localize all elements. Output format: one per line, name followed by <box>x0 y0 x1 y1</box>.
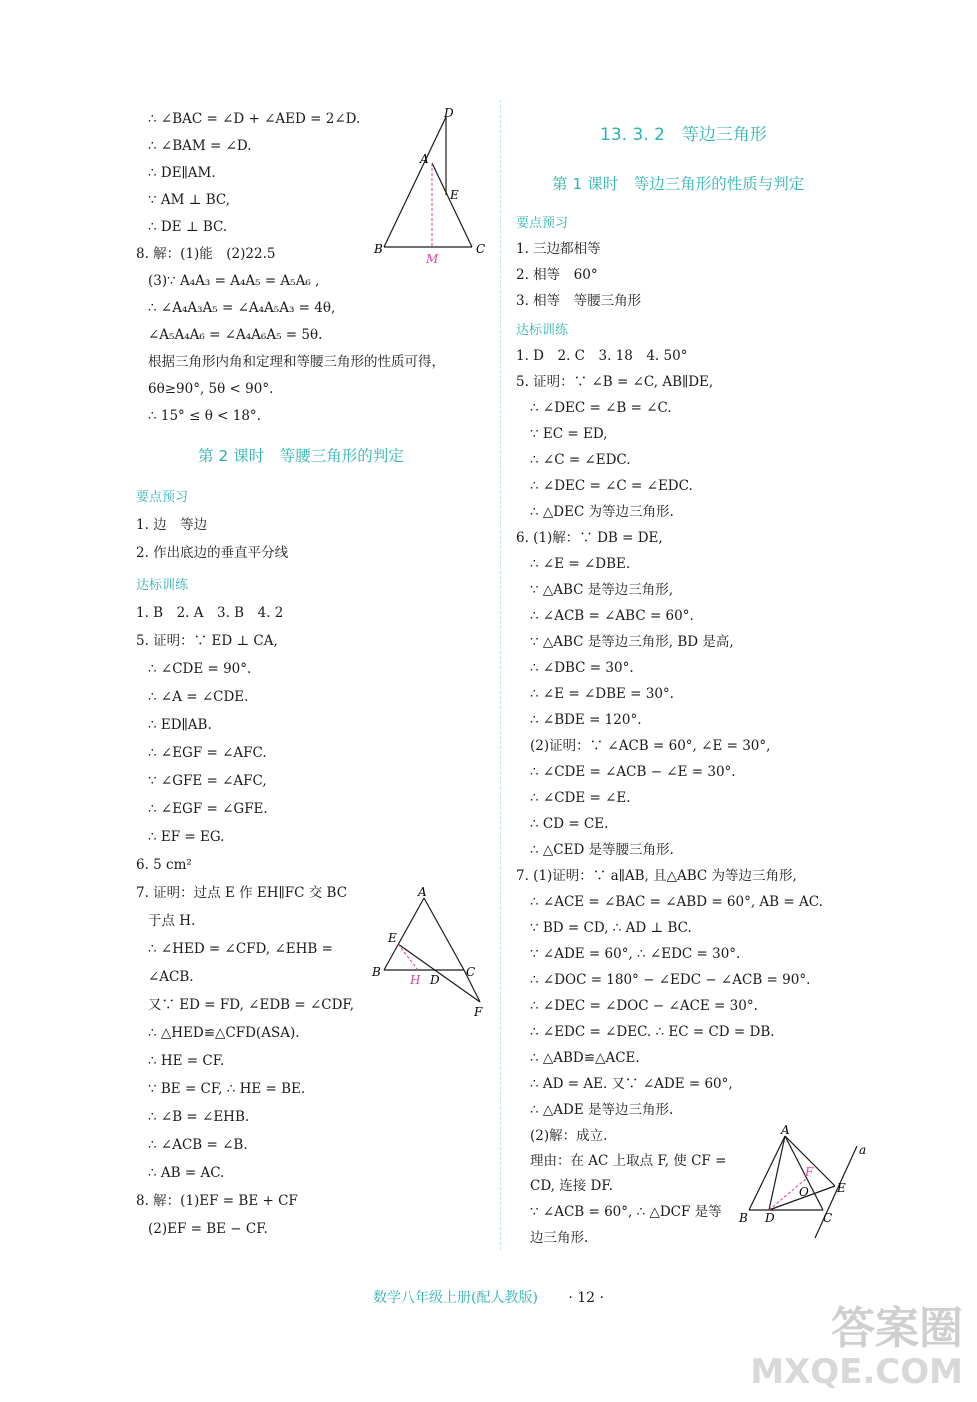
text-line: ∴ 15° ≤ θ < 18°. <box>148 408 261 424</box>
left-sub-training: 达标训练 <box>136 578 189 593</box>
text-line: ∴ CD = CE. <box>530 816 609 832</box>
label-a: A <box>781 1123 790 1137</box>
text-line: (2)证明：∵ ∠ACB = 60°, ∠E = 30°, <box>530 738 771 754</box>
text-line: ∴ ∠BDE = 120°. <box>530 712 642 728</box>
text-line: ∵ ∠GFE = ∠AFC, <box>148 773 267 789</box>
label-e: E <box>388 931 397 945</box>
figure-equilateral-abc-line-a <box>735 1122 875 1247</box>
left-sub-preview: 要点预习 <box>136 490 189 505</box>
text-line: ∴ AB = AC. <box>148 1165 225 1181</box>
text-line: ∴ ∠A₄A₃A₅ = ∠A₄A₅A₃ = 4θ, <box>148 300 336 316</box>
text-line: ∵ △ABC 是等边三角形, BD 是高, <box>530 634 734 650</box>
label-c: C <box>466 965 476 979</box>
section-title: 13. 3. 2 等边三角形 <box>600 125 767 145</box>
text-line: ∵ BE = CF, ∴ HE = BE. <box>148 1081 306 1097</box>
label-d: D <box>430 973 440 987</box>
label-d: D <box>765 1211 775 1225</box>
text-line: 6θ≥90°, 5θ < 90°. <box>148 381 274 397</box>
text-line: ∵ △ABC 是等边三角形, <box>530 582 674 598</box>
text-line: ∴ △ADE 是等边三角形. <box>530 1102 674 1118</box>
text-line: ∴ ∠A = ∠CDE. <box>148 689 249 705</box>
footer-book-title: 数学八年级上册(配人教版) <box>372 1290 538 1306</box>
text-line: ∴ AD = AE. 又∵ ∠ADE = 60°, <box>530 1076 733 1092</box>
text-line: ∴ ∠BAM = ∠D. <box>148 138 252 154</box>
label-c: C <box>823 1211 833 1225</box>
text-line: 8. 解：(1)能 (2)22.5 <box>136 246 276 262</box>
text-line: 7. 证明：过点 E 作 EH∥FC 交 BC <box>136 885 348 901</box>
text-line: ∴ HE = CF. <box>148 1053 225 1069</box>
text-line: ∴ ∠ACB = ∠B. <box>148 1137 248 1153</box>
text-line: ∴ ∠B = ∠EHB. <box>148 1109 250 1125</box>
text-line: 2. 作出底边的垂直平分线 <box>136 545 289 561</box>
text-line: 于点 H. <box>148 913 196 929</box>
right-sub-training: 达标训练 <box>516 323 569 338</box>
text-line: 根据三角形内角和定理和等腰三角形的性质可得， <box>148 354 445 370</box>
text-line: 1. 三边都相等 <box>516 241 601 257</box>
lesson2-title: 第 2 课时 等腰三角形的判定 <box>198 447 404 465</box>
text-line: ∴ ∠C = ∠EDC. <box>530 452 631 468</box>
label-f: F <box>805 1165 814 1179</box>
text-line: ∴ ∠EGF = ∠GFE. <box>148 801 268 817</box>
text-line: 3. 相等 等腰三角形 <box>516 293 642 309</box>
text-line: 2. 相等 60° <box>516 267 598 283</box>
text-line: (2)EF = BE − CF. <box>148 1221 268 1237</box>
text-line: ∴ ∠CDE = ∠ACB − ∠E = 30°. <box>530 764 736 780</box>
label-e: E <box>837 1181 846 1195</box>
text-line: ∴ ∠DEC = ∠DOC − ∠ACE = 30°. <box>530 998 758 1014</box>
text-line: ∠A₅A₄A₆ = ∠A₄A₆A₅ = 5θ. <box>148 327 323 343</box>
text-line: 5. 证明：∵ ∠B = ∠C, AB∥DE, <box>516 374 714 390</box>
text-line: 1. 边 等边 <box>136 517 208 533</box>
text-line: CD, 连接 DF. <box>530 1178 613 1194</box>
label-a: A <box>420 152 429 166</box>
text-line: ∵ ∠ADE = 60°, ∴ ∠EDC = 30°. <box>530 946 741 962</box>
text-line: ∴ ∠E = ∠DBE = 30°. <box>530 686 674 702</box>
text-line: ∴ △ABD≌△ACE. <box>530 1050 640 1066</box>
text-line: ∴ ∠DEC = ∠C = ∠EDC. <box>530 478 693 494</box>
text-line: 边三角形. <box>530 1230 589 1246</box>
label-b: B <box>372 965 381 979</box>
text-line: ∴ DE∥AM. <box>148 165 216 181</box>
text-line: ∴ ∠ACB = ∠ABC = 60°. <box>530 608 694 624</box>
text-line: ∠ACB. <box>148 969 194 985</box>
text-line: 理由：在 AC 上取点 F, 使 CF = <box>530 1153 727 1169</box>
text-line: ∵ AM ⊥ BC, <box>148 192 231 208</box>
label-b: B <box>374 242 383 256</box>
text-line: 8. 解：(1)EF = BE + CF <box>136 1193 298 1209</box>
text-line: (3)∵ A₄A₃ = A₄A₅ = A₅A₆ , <box>148 273 320 289</box>
label-e: E <box>450 188 459 202</box>
text-line: ∴ ED∥AB. <box>148 717 212 733</box>
label-o: O <box>799 1185 809 1199</box>
figure-triangle-abc-dm <box>370 105 495 270</box>
text-line: ∴ △CED 是等腰三角形. <box>530 842 674 858</box>
text-line: ∴ ∠CDE = ∠E. <box>530 790 631 806</box>
text-line: ∴ ∠DBC = 30°. <box>530 660 634 676</box>
text-line: ∴ EF = EG. <box>148 829 225 845</box>
text-line: ∴ DE ⊥ BC. <box>148 219 228 235</box>
label-d: D <box>444 106 454 120</box>
text-line: ∴ ∠E = ∠DBE. <box>530 556 631 572</box>
text-line: ∵ EC = ED, <box>530 426 608 442</box>
page-number: · 12 · <box>568 1290 604 1306</box>
text-line: ∴ ∠ACE = ∠BAC = ∠ABD = 60°, AB = AC. <box>530 894 823 910</box>
text-line: ∴ ∠HED = ∠CFD, ∠EHB = <box>148 941 333 957</box>
figure-triangle-abc-ehf <box>368 882 493 1022</box>
text-line: ∵ BD = CD, ∴ AD ⊥ BC. <box>530 920 692 936</box>
right-sub-preview: 要点预习 <box>516 216 569 231</box>
text-line: ∴ ∠DOC = 180° − ∠EDC − ∠ACB = 90°. <box>530 972 811 988</box>
text-line: ∴ ∠EGF = ∠AFC. <box>148 745 267 761</box>
label-m: M <box>426 252 439 266</box>
text-line: ∴ ∠CDE = 90°. <box>148 661 252 677</box>
watermark <box>750 1305 963 1391</box>
lesson1-title: 第 1 课时 等边三角形的性质与判定 <box>552 175 805 193</box>
text-line: ∴ ∠EDC = ∠DEC. ∴ EC = CD = DB. <box>530 1024 775 1040</box>
label-b: B <box>739 1211 748 1225</box>
text-line: (2)解：成立. <box>530 1128 608 1144</box>
text-line: 6. 5 cm² <box>136 857 192 873</box>
text-line: 5. 证明：∵ ED ⊥ CA, <box>136 633 278 649</box>
label-line-a: a <box>859 1143 867 1157</box>
text-line: ∴ △DEC 为等边三角形. <box>530 504 674 520</box>
label-h: H <box>410 973 421 987</box>
watermark-url: MXQE.COM <box>750 1352 963 1392</box>
text-line: 1. D 2. C 3. 18 4. 50° <box>516 348 688 364</box>
text-line: ∵ ∠ACB = 60°, ∴ △DCF 是等 <box>530 1204 722 1220</box>
text-line: ∴ ∠DEC = ∠B = ∠C. <box>530 400 672 416</box>
text-line: 1. B 2. A 3. B 4. 2 <box>136 605 284 621</box>
watermark-text: 答案圈 <box>831 1303 963 1354</box>
text-line: ∴ ∠BAC = ∠D + ∠AED = 2∠D. <box>148 111 361 127</box>
label-a: A <box>418 885 427 899</box>
text-line: 又∵ ED = FD, ∠EDB = ∠CDF, <box>148 997 354 1013</box>
text-line: 7. (1)证明：∵ a∥AB, 且△ABC 为等边三角形, <box>516 868 797 884</box>
column-divider <box>500 100 501 1250</box>
label-c: C <box>476 242 486 256</box>
text-line: 6. (1)解：∵ DB = DE, <box>516 530 663 546</box>
text-line: ∴ △HED≌△CFD(ASA). <box>148 1025 300 1041</box>
label-f: F <box>474 1005 483 1019</box>
